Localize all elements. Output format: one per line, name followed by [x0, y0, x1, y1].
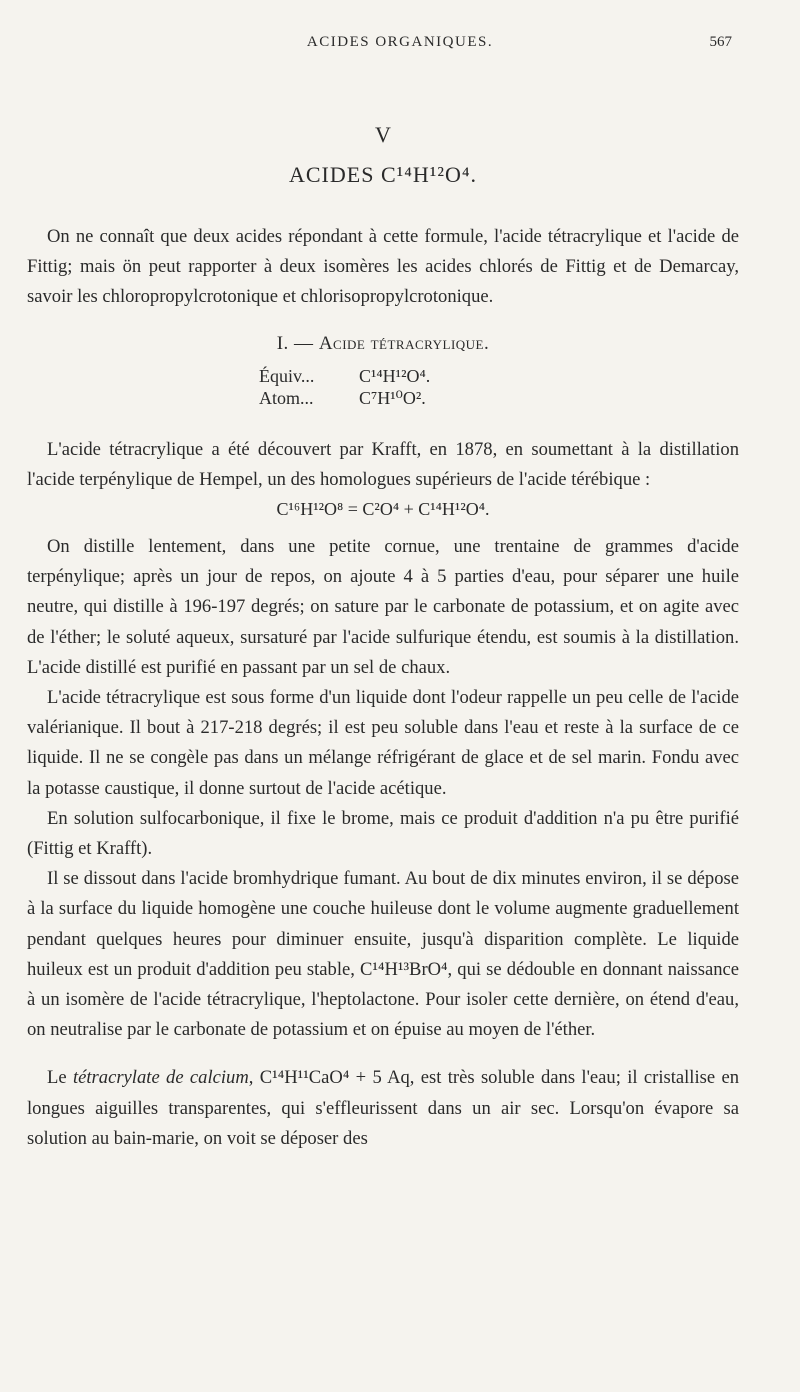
section-number: I. —	[276, 332, 319, 354]
equiv-label: Atom...	[259, 387, 314, 408]
paragraph-calcium-salt	[27, 1063, 739, 1154]
chapter-title	[27, 162, 739, 188]
equiv-value: C¹⁴H¹²O⁴.	[359, 365, 431, 386]
chapter-title-prefix: ACIDES	[288, 162, 381, 187]
paragraph-properties: L'acide tétracrylique est sous forme d'un liquide dont l'odeur rappelle un peu celle de l'acide valérianique. Il bout à 217-218 degrés; il est peu soluble dans l'eau et reste à la surface de ce liquide. Il ne se congèle pas dans un mélange réfrigérant de glace et de sel marin. Fondu avec la potasse caustique, il donne surtout de l'acide acétique.	[27, 687, 739, 799]
section-title: Acide tétracrylique.	[318, 332, 490, 354]
calcium-rest: , C¹⁴H¹¹CaO⁴ + 5 Aq, est très soluble dans l'eau; il cristallise en longues aiguilles transparentes, qui s'effleurissent dans un air sec. Lorsqu'on évapore sa solution au bain-marie, on voit se déposer des	[27, 1067, 740, 1149]
calcium-salt-name: tétracrylate de calcium	[72, 1067, 249, 1089]
paragraph-discovery: L'acide tétracrylique a été découvert par Krafft, en 1878, en soumettant à la distillation l'acide terpénylique de Hempel, un des homologues supérieurs de l'acide térébique :	[27, 438, 739, 490]
section-heading	[27, 333, 739, 355]
equiv-value: C⁷H¹⁰O².	[359, 387, 426, 408]
page-number: 567	[709, 34, 732, 50]
calcium-lead: Le	[47, 1067, 73, 1089]
running-head	[0, 34, 800, 56]
chapter-formula: C¹⁴H¹²O⁴.	[380, 162, 478, 187]
equiv-row	[259, 387, 739, 409]
running-head-title: ACIDES ORGANIQUES.	[306, 34, 494, 50]
intro-paragraph: On ne connaît que deux acides répondant à cette formule, l'acide tétracrylique et l'acide de Fittig; mais ön peut rapporter à deux isomères les acides chlorés de Fittig et de Demarcay, savoir les chloropropylcrotonique et chlorisopropylcrotonique.	[27, 226, 739, 308]
paragraph-distillation: On distille lentement, dans une petite cornue, une trentaine de grammes d'acide terpénylique; après un jour de repos, on ajoute 4 à 5 parties d'eau, pour séparer une huile neutre, qui distille à 196-197 degrés; on sature par le carbonate de potassium, et on agite avec de l'éther; le soluté aqueux, sursaturé par l'acide sulfurique étendu, est soumis à la distillation. L'acide distillé est purifié en passant par un sel de chaux.	[27, 536, 739, 678]
paragraph-dissolution: Il se dissout dans l'acide bromhydrique fumant. Au bout de dix minutes environ, il se dépose à la surface du liquide homogène une couche huileuse dont le volume augmente graduellement pendant quelques heures pour diminuer ensuite, jusqu'à disparition complète. Le liquide huileux est un produit d'addition peu stable, C¹⁴H¹³BrO⁴, qui se dédouble en donnant naissance à un isomère de l'acide tétracrylique, l'heptolactone. Pour isoler cette dernière, on étend d'eau, on neutralise par le carbonate de potassium et on épuise au moyen de l'éther.	[27, 868, 739, 1041]
paragraph-bromine: En solution sulfocarbonique, il fixe le brome, mais ce produit d'addition n'a pu être purifié (Fittig et Krafft).	[27, 807, 739, 860]
equiv-label: Équiv...	[259, 365, 315, 386]
equiv-row	[259, 365, 739, 387]
equivalents-table	[259, 365, 739, 409]
reaction-formula: C¹⁶H¹²O⁸ = C²O⁴ + C¹⁴H¹²O⁴.	[276, 499, 490, 520]
body-text	[27, 122, 739, 1154]
chapter-number: V	[375, 122, 391, 147]
